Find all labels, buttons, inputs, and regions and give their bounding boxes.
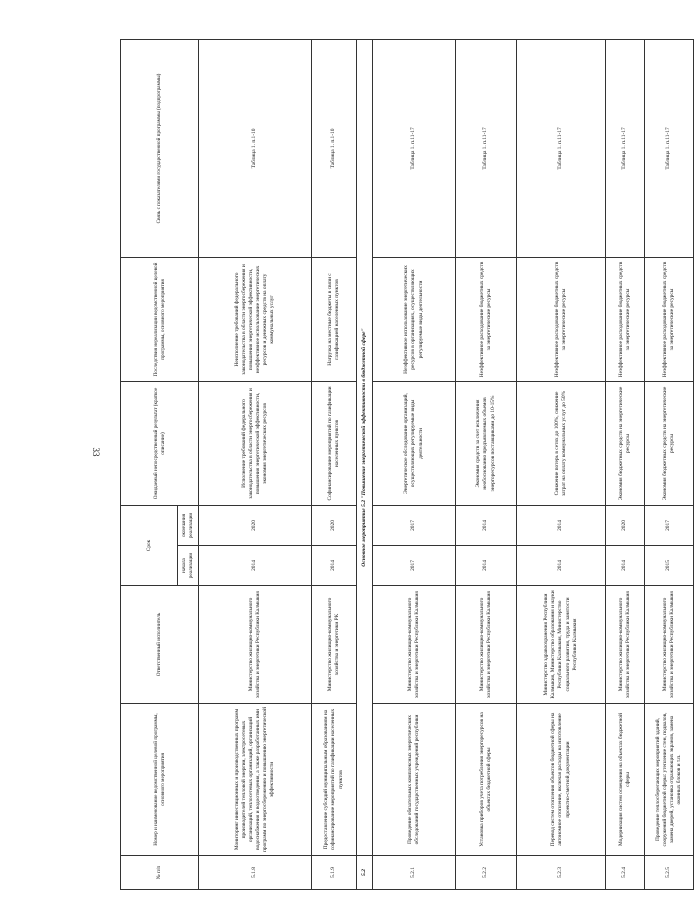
cell-consequences: Нагрузка на местные бюджеты в связи с газификацией населенных пунктов [312, 257, 357, 381]
header-executor: Ответственный исполнитель [121, 586, 199, 704]
cell-executor: Министерство жилищно-коммунального хозяйства и энергетики Республики Калмыкия [645, 586, 694, 704]
section-title: Основное мероприятие 5.2 "Повышение энергетической эффективности в бюджетной сфере" [357, 39, 373, 855]
cell-start: 2014 [199, 546, 312, 586]
cell-executor: Министерство здравоохранения Республики Калмыкия, Министерство образования и науки Республики Калмыкия, Министерство социального развития, труда и занятости Республики Калмыкия [517, 586, 606, 704]
cell-executor: Министерство жилищно-коммунального хозяйства и энергетики РК [312, 586, 357, 704]
header-row [121, 39, 178, 889]
table-row [373, 39, 456, 889]
cell-start: 2014 [517, 546, 606, 586]
table-row [606, 39, 645, 889]
cell-num: 5.2.2 [456, 856, 517, 890]
cell-name: Перевод систем отопления объектов бюджетной сферы на автономное отопление, включая расходы на изготовление проектно-сметной документации [517, 704, 606, 856]
cell-link: Таблица 1. п.11-17 [456, 39, 517, 257]
cell-result: Экономия бюджетных средств на энергетические ресурсы [645, 381, 694, 505]
cell-result: Экономия средств за счет исключения необоснованно предъявляемых объемов энергоресурсов поставщиками до 10-15% [456, 381, 517, 505]
cell-link: Таблица 1. п.11-17 [606, 39, 645, 257]
cell-end: 2020 [312, 505, 357, 545]
cell-start: 2014 [456, 546, 517, 586]
cell-result: Энергетическое обследование организаций, осуществляющих регулируемые виды деятельности [373, 381, 456, 505]
program-activities-table [120, 39, 694, 890]
cell-link: Таблица 1. п.1-10 [199, 39, 312, 257]
header-result: Ожидаемый непосредственный результат (краткое описание) [121, 381, 199, 505]
cell-executor: Министерство жилищно-коммунального хозяйства и энергетики Республики Калмыкия [373, 586, 456, 704]
header-start: начала реализации [178, 546, 199, 586]
cell-result: Софинансирование мероприятий по газификации населенных пунктов [312, 381, 357, 505]
cell-executor: Министерство жилищно-коммунального хозяйства и энергетики Республики Калмыкия [606, 586, 645, 704]
document-table-rotated [120, 40, 683, 890]
table-row [645, 39, 694, 889]
cell-consequences: Неэффективное расходование бюджетных средств за энергетические ресурсы [456, 257, 517, 381]
cell-end: 2017 [645, 505, 694, 545]
cell-name: Установка приборов учета потребления энергоресурсов на объектах бюджетной сферы [456, 704, 517, 856]
cell-link: Таблица 1. п.11-17 [373, 39, 456, 257]
cell-start: 2017 [373, 546, 456, 586]
cell-num: 5.1.8 [199, 856, 312, 890]
cell-end: 2017 [373, 505, 456, 545]
cell-start: 2014 [312, 546, 357, 586]
cell-result: Экономия бюджетных средств на энергетические ресурсы [606, 381, 645, 505]
cell-executor: Министерство жилищно-коммунального хозяйства и энергетики Республики Калмыкия [199, 586, 312, 704]
cell-num: 5.2.1 [373, 856, 456, 890]
cell-result: Снижение потерь в сетях до 100%, снижение затрат на оплату коммунальных услуг до 50% [517, 381, 606, 505]
page-number: 33 [91, 447, 101, 457]
section-num: 5.2 [357, 856, 373, 890]
cell-name: Мониторинг инвестиционных и производственных программ производителей тепловой энергии, электросетевых организаций, теплосетевых организаций, организаций водоснабжения и водоотведения, а также разработанных ими программ по энергосбережению и повышению энергетической эффективности [199, 704, 312, 856]
cell-start: 2014 [606, 546, 645, 586]
cell-consequences: Неэффективное расходование бюджетных средств за энергетические ресурсы [606, 257, 645, 381]
cell-end: 2020 [199, 505, 312, 545]
cell-end: 2014 [456, 505, 517, 545]
cell-end: 2020 [606, 505, 645, 545]
cell-num: 5.2.3 [517, 856, 606, 890]
cell-num: 5.2.4 [606, 856, 645, 890]
cell-consequences: Неэффективное использование энергетических ресурсов в организациях, осуществляющих регулируемые виды деятельности [373, 257, 456, 381]
cell-start: 2015 [645, 546, 694, 586]
cell-link: Таблица 1. п.1-10 [312, 39, 357, 257]
cell-name: Предоставление субсидий муниципальным образованиям на софинансирование мероприятий по газификации населенных пунктов [312, 704, 357, 856]
header-consequences: Последствия нереализации ведомственной целевой программы, основного мероприятия [121, 257, 199, 381]
table-row [199, 39, 312, 889]
cell-num: 5.1.9 [312, 856, 357, 890]
cell-link: Таблица 1. п.11-17 [517, 39, 606, 257]
cell-consequences: Неэффективное расходование бюджетных средств за энергетические ресурсы [517, 257, 606, 381]
header-link: Связь с показателями государственной программы (подпрограммы) [121, 39, 199, 257]
cell-link: Таблица 1. п.11-17 [645, 39, 694, 257]
table-row [456, 39, 517, 889]
header-term: Срок [121, 505, 178, 585]
header-end: окончания реализации [178, 505, 199, 545]
section-row [357, 39, 373, 889]
cell-name: Проведение теплосберегающих мероприятий зданий, сооружений бюджетной сферы: утепление стен, подвалов, замена дверей, установка отражающих экранов, замена оконных блоков и т.п. [645, 704, 694, 856]
cell-name: Модернизация систем освещения на объектах бюджетной сферы [606, 704, 645, 856]
header-num: № п/п [121, 856, 199, 890]
cell-consequences: Неисполнение требований федерального законодательства в области энергосбережения и повышения энергетической эффективности, неэффективное использование энергетических ресурсов и денежных средств на оплату коммунальных услуг [199, 257, 312, 381]
cell-num: 5.2.5 [645, 856, 694, 890]
cell-end: 2014 [517, 505, 606, 545]
cell-executor: Министерство жилищно-коммунального хозяйства и энергетики Республики Калмыкия [456, 586, 517, 704]
table-row [312, 39, 357, 889]
cell-result: Исполнение требований федерального законодательства в области энергосбережения и повышения энергетической эффективности, экономия энергетических ресурсов [199, 381, 312, 505]
table-row [517, 39, 606, 889]
header-name: Номер и наименование ведомственной целевой программы, основного мероприятия [121, 704, 199, 856]
cell-name: Проведение обязательных комплексных энергетических обследований государственных учреждений республики [373, 704, 456, 856]
cell-consequences: Неэффективное расходование бюджетных средств за энергетические ресурсы [645, 257, 694, 381]
